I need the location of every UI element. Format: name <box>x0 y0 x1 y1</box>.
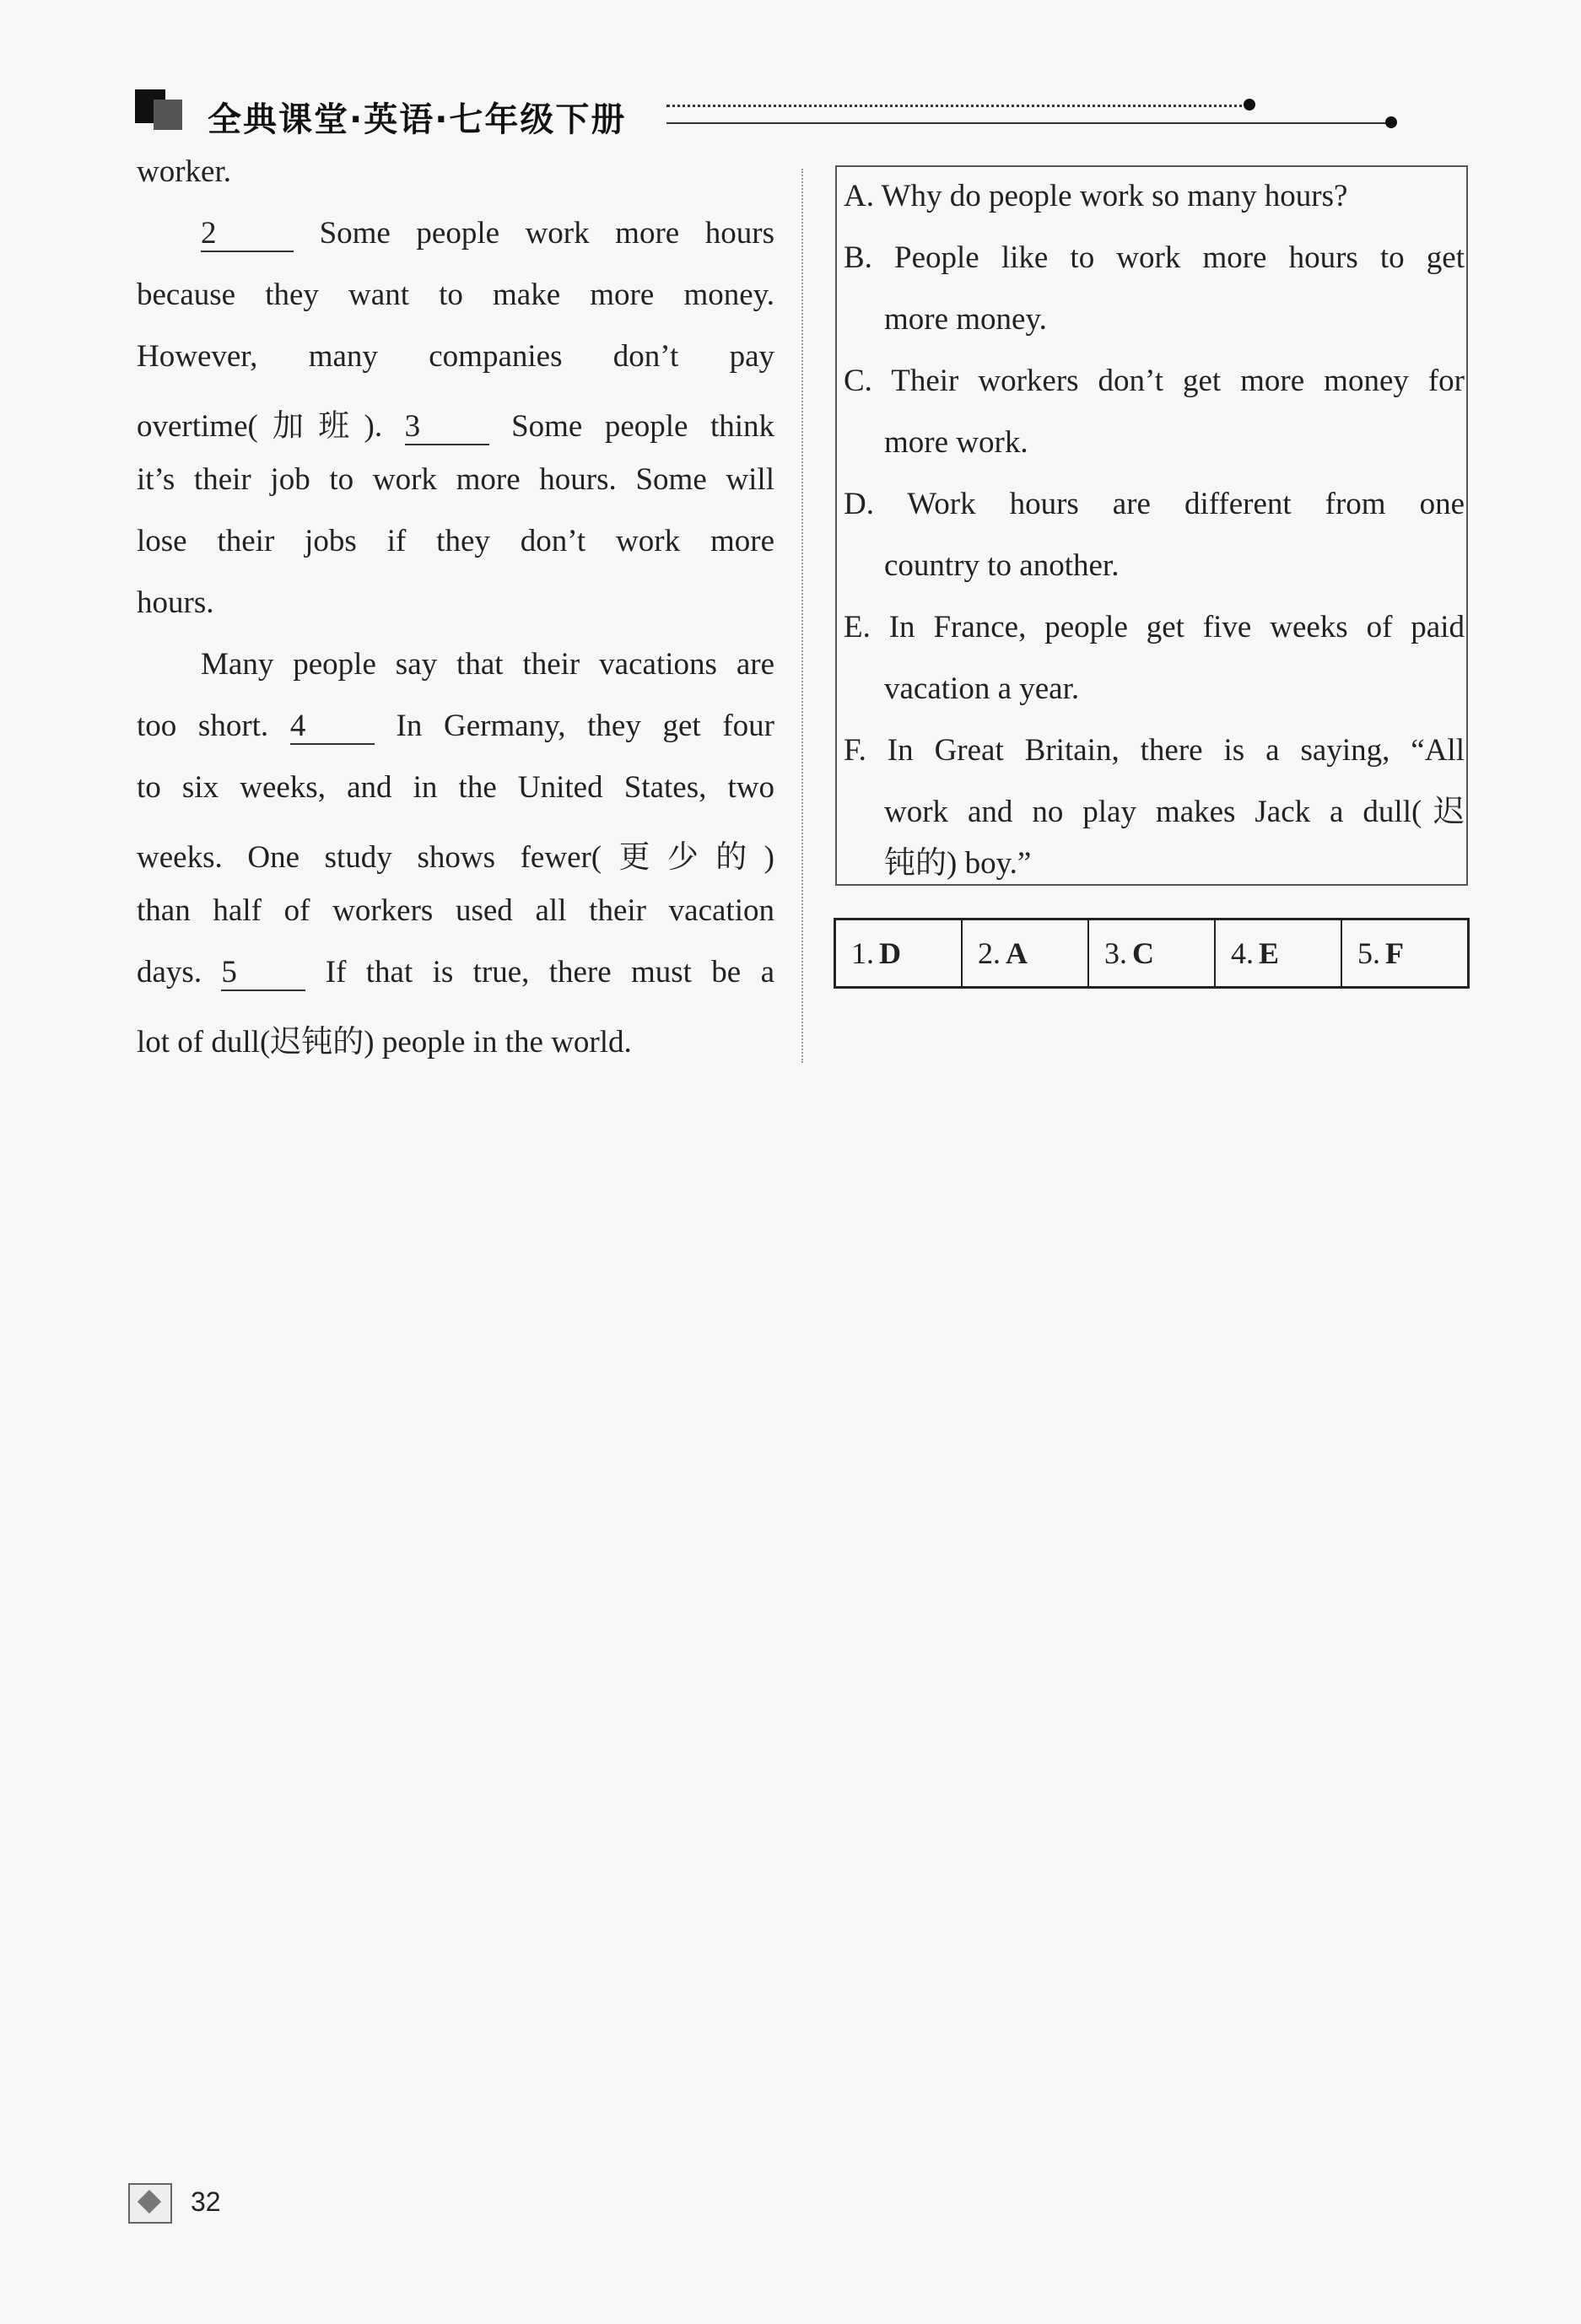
option-f: F. In Great Britain, there is a saying, “All <box>844 733 1465 768</box>
option-f-cont: work and no play makes Jack a dull(迟 <box>884 795 1465 829</box>
answer-cell: 2. A <box>963 920 1089 986</box>
option-f-cont: 钝的) boy.” <box>884 846 1032 881</box>
header-solid-rule <box>666 122 1390 124</box>
option-c-cont: more work. <box>884 425 1028 460</box>
option-a: A. Why do people work so many hours? <box>844 179 1348 213</box>
header-rule-dot <box>1244 99 1255 111</box>
answer-cell: 5. F <box>1357 936 1404 970</box>
passage-line: than half of workers used all their vacation <box>137 893 774 928</box>
passage-line: overtime(加班). 3 Some people think <box>137 409 775 444</box>
passage-line: to six weeks, and in the United States, two <box>137 770 774 805</box>
passage-line: Many people say that their vacations are <box>201 647 774 682</box>
option-b-cont: more money. <box>884 302 1047 337</box>
passage-line: it’s their job to work more hours. Some will <box>137 462 774 497</box>
answer-table <box>834 918 1470 989</box>
passage-line: lot of dull(迟钝的) people in the world. <box>137 1025 632 1060</box>
answer-cell: 1. D <box>836 920 963 986</box>
header-rule-dot <box>1385 116 1397 128</box>
header-logo-mark <box>135 89 189 130</box>
blank-2: 2 <box>201 217 294 252</box>
option-e-cont: vacation a year. <box>884 671 1080 706</box>
header-dotted-rule <box>666 105 1249 107</box>
passage-line: hours. <box>137 585 214 620</box>
passage-line: worker. <box>137 154 231 189</box>
option-d: D. Work hours are different from one <box>844 487 1465 521</box>
blank-3: 3 <box>405 410 489 445</box>
page-number: 32 <box>191 2187 221 2217</box>
passage-line: too short. 4 In Germany, they get four <box>137 709 774 743</box>
blank-5: 5 <box>221 956 305 991</box>
passage-line: weeks. One study shows fewer(更少的) <box>137 840 774 875</box>
header-title: 全典课堂·英语·七年级下册 <box>208 100 627 139</box>
option-b: B. People like to work more hours to get <box>844 240 1465 275</box>
passage-line: lose their jobs if they don’t work more <box>137 524 774 558</box>
diamond-icon <box>128 2183 172 2224</box>
option-c: C. Their workers don’t get more money for <box>844 364 1465 398</box>
option-e: E. In France, people get five weeks of paid <box>844 610 1465 644</box>
answer-cell: 3. C <box>1089 920 1216 986</box>
passage-line: because they want to make more money. <box>137 278 774 312</box>
passage-line: days. 5 If that is true, there must be a <box>137 955 774 989</box>
blank-4: 4 <box>290 709 375 745</box>
passage-line: 2 Some people work more hours <box>201 216 774 251</box>
answer-cell: 4. E <box>1216 920 1342 986</box>
column-separator <box>801 169 803 1063</box>
option-d-cont: country to another. <box>884 548 1120 583</box>
passage-line: However, many companies don’t pay <box>137 339 774 374</box>
